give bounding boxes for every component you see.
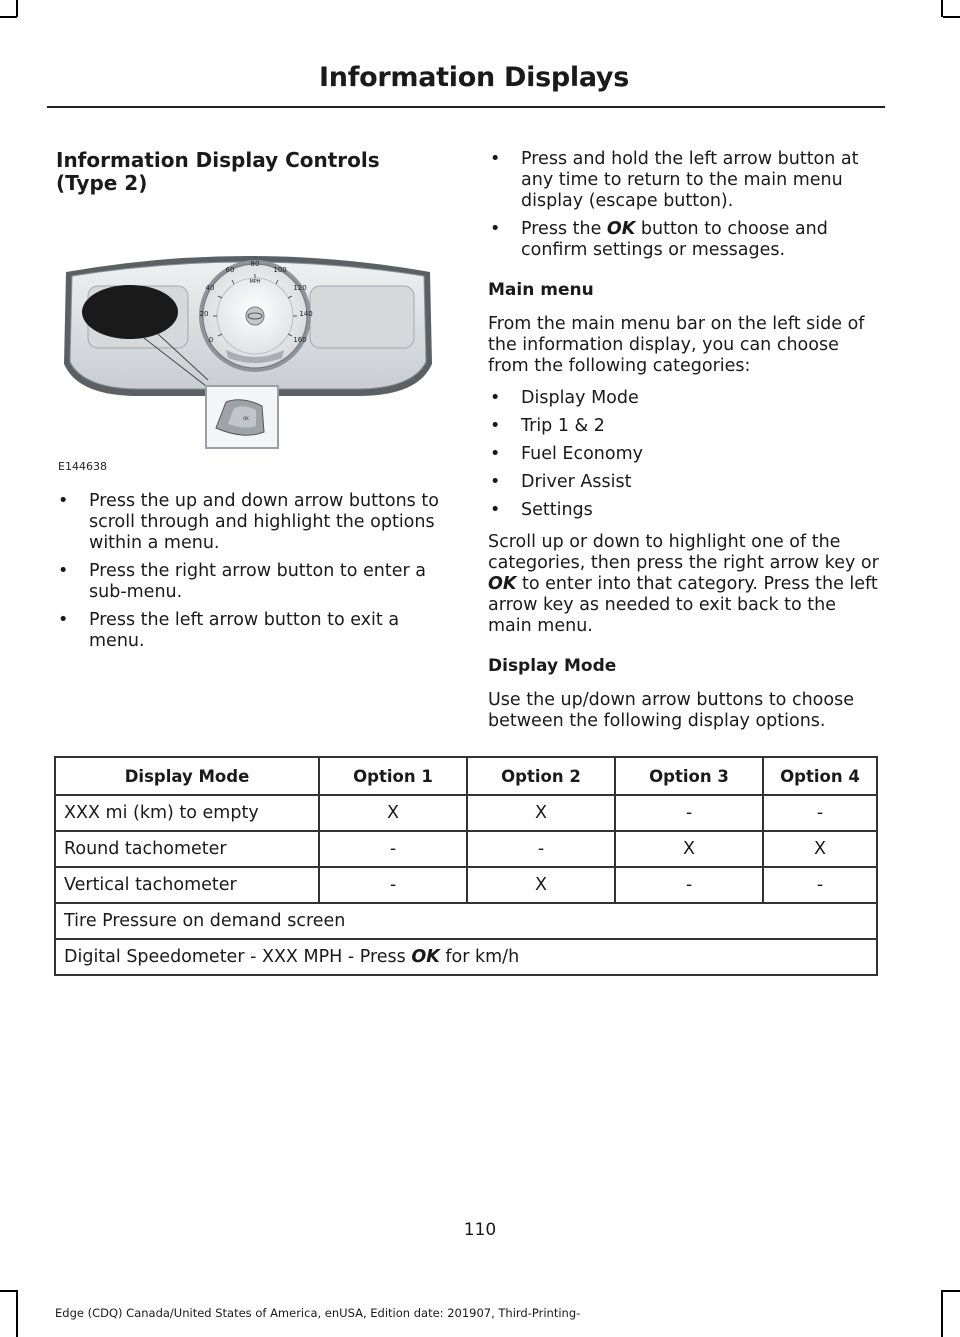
ok-label: OK — [488, 574, 517, 594]
text-run: Scroll up or down to highlight one of the categories, then press the right arrow key or — [488, 532, 879, 573]
list-item: • Press the left arrow button to exit a menu. — [56, 610, 444, 652]
footer-text: Edge (CDQ) Canada/United States of America, enUSA, Edition date: 201907, Third-Printing- — [55, 1306, 581, 1320]
svg-text:120: 120 — [293, 284, 307, 292]
crop-mark — [16, 0, 18, 17]
table-cell: - — [763, 867, 877, 903]
category-list — [488, 388, 880, 521]
ok-label: OK — [606, 219, 636, 239]
crop-mark — [941, 1290, 943, 1337]
table-row — [55, 795, 877, 831]
table-cell: - — [467, 831, 615, 867]
crop-mark — [0, 16, 17, 18]
svg-text:140: 140 — [299, 310, 313, 318]
table-cell: - — [615, 795, 763, 831]
list-item: • Press the right arrow button to enter a sub-menu. — [56, 561, 444, 603]
crop-mark — [0, 1290, 17, 1292]
section-heading — [56, 149, 436, 195]
column-header: Option 3 — [615, 757, 763, 795]
table-cell: - — [319, 831, 467, 867]
table-cell: X — [467, 867, 615, 903]
table-cell: X — [763, 831, 877, 867]
svg-text:0: 0 — [208, 336, 214, 344]
list-item: • Press the up and down arrow buttons to scroll through and highlight the options within a menu. — [56, 491, 444, 554]
table-cell: - — [615, 867, 763, 903]
list-item: • Display Mode — [488, 388, 880, 409]
crop-mark — [943, 16, 960, 18]
table-cell: X — [615, 831, 763, 867]
list-item: • Press and hold the left arrow button at any time to return to the main menu display (escape button). — [488, 149, 880, 212]
page-header-title: Information Displays — [319, 62, 629, 93]
text-run: button to choose and confirm settings or messages. — [521, 219, 828, 260]
table-row — [55, 939, 877, 975]
svg-text:160: 160 — [293, 336, 307, 344]
table-row — [55, 867, 877, 903]
display-mode-heading: Display Mode — [488, 656, 617, 676]
header-rule — [47, 106, 885, 108]
gauge-unit: MPH — [249, 279, 261, 285]
table-cell: Tire Pressure on demand screen — [55, 903, 877, 939]
table-cell: X — [467, 795, 615, 831]
section-heading-line1: Information Display Controls — [56, 148, 380, 172]
ok-label: OK — [411, 947, 440, 967]
figure-id: E144638 — [58, 460, 107, 473]
left-bullet-list — [56, 491, 444, 652]
display-mode-table — [54, 756, 878, 976]
display-mode-intro: Use the up/down arrow buttons to choose between the following display options. — [488, 690, 854, 731]
main-menu-intro: From the main menu bar on the left side of the information display, you can choose from the following categories: — [488, 314, 865, 376]
button-ok-label: OK — [243, 416, 249, 421]
column-header: Option 4 — [763, 757, 877, 795]
table-cell: - — [763, 795, 877, 831]
crop-mark — [943, 1290, 960, 1292]
text-run: Press the — [521, 219, 607, 239]
cluster-figure — [58, 246, 440, 476]
table-row — [55, 831, 877, 867]
crop-mark — [16, 1290, 18, 1337]
list-item: • Settings — [488, 500, 880, 521]
table-row — [55, 903, 877, 939]
svg-text:20: 20 — [199, 310, 209, 318]
table-cell: X — [319, 795, 467, 831]
svg-text:100: 100 — [273, 266, 287, 274]
svg-text:80: 80 — [250, 260, 260, 268]
svg-text:60: 60 — [225, 266, 235, 274]
scroll-paragraph — [488, 532, 882, 637]
section-heading-line2: (Type 2) — [56, 171, 148, 195]
right-bullet-list — [488, 149, 880, 261]
list-item: • Driver Assist — [488, 472, 880, 493]
list-item — [488, 219, 880, 261]
list-item: • Fuel Economy — [488, 444, 880, 465]
column-header: Option 2 — [467, 757, 615, 795]
text-run: to enter into that category. Press the left arrow key as needed to exit back to the main menu. — [488, 574, 878, 636]
page-number: 110 — [463, 1220, 497, 1240]
text-run: for km/h — [439, 947, 520, 967]
cluster-illustration — [58, 246, 440, 476]
column-header: Option 1 — [319, 757, 467, 795]
table-cell: Round tachometer — [55, 831, 319, 867]
crop-mark — [941, 0, 943, 17]
column-header: Display Mode — [55, 757, 319, 795]
table-cell: XXX mi (km) to empty — [55, 795, 319, 831]
table-cell: - — [319, 867, 467, 903]
table-cell: Vertical tachometer — [55, 867, 319, 903]
text-run: Digital Speedometer - XXX MPH - Press — [64, 947, 412, 967]
svg-text:40: 40 — [205, 284, 215, 292]
main-menu-heading: Main menu — [488, 280, 594, 300]
list-item: • Trip 1 & 2 — [488, 416, 880, 437]
table-header-row — [55, 757, 877, 795]
table-cell — [55, 939, 877, 975]
